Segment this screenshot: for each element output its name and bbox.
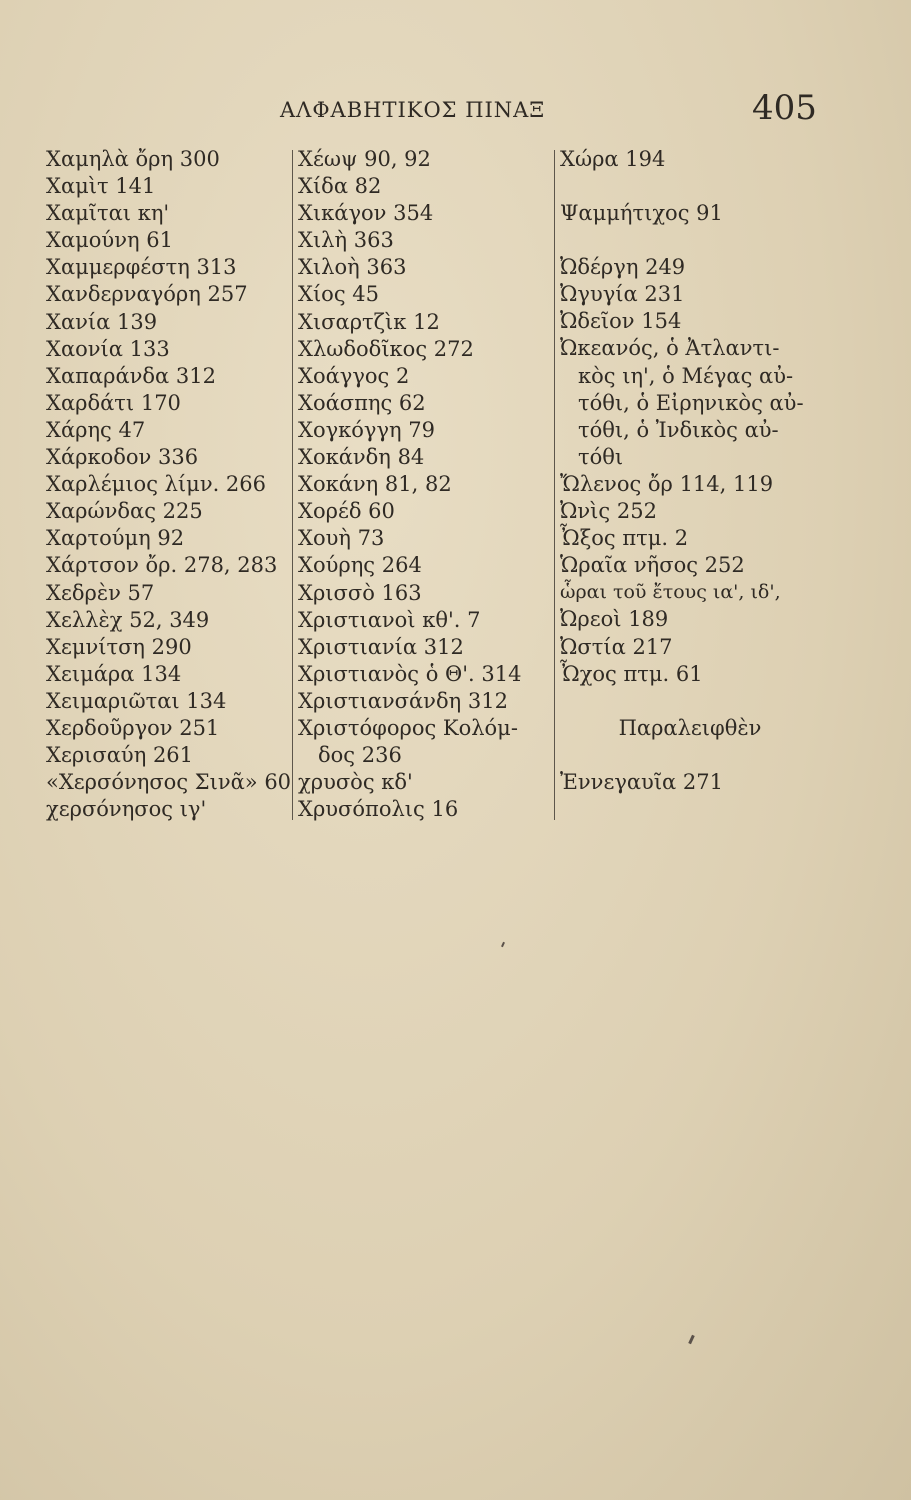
index-entry: Ὡραῖα νῆσος 252 (560, 553, 745, 578)
index-entry: Χλωδοδῖκος 272 (298, 336, 474, 361)
index-entry: Χαμμερφέστη 313 (46, 255, 237, 280)
index-entry: χερσόνησος ιγ' (46, 797, 207, 822)
index-entry: Χειμάρα 134 (46, 661, 182, 686)
index-entry: Χελλὲχ 52, 349 (46, 607, 210, 632)
ink-speck (688, 1335, 695, 1344)
index-entry: Ὤλενος ὄρ 114, 119 (560, 471, 774, 496)
index-entry: Χιλοὴ 363 (298, 255, 407, 280)
index-entry: Χούρης 264 (298, 553, 422, 578)
index-entry: Χερδοῦργον 251 (46, 715, 220, 740)
index-entry: Χάρτσον ὄρ. 278, 283 (46, 553, 278, 578)
section-heading: Παραλειφθὲν (618, 715, 762, 740)
index-entry: Χαρώνδας 225 (46, 499, 203, 524)
spacer (560, 173, 860, 200)
index-entry: Χισαρτζὶκ 12 (298, 309, 440, 334)
page-number: 405 (752, 88, 817, 128)
index-entry: τόθι, ὁ Εἰρηνικὸς αὐ- (578, 390, 804, 415)
index-entry: Χεμνίτση 290 (46, 634, 192, 659)
index-entry: Χαμὶτ 141 (46, 174, 156, 199)
page-header (0, 86, 911, 126)
index-entry: Χαμούνη 61 (46, 228, 173, 253)
index-entry: Χαρτούμη 92 (46, 526, 185, 551)
index-entry: Χριστιανσάνδη 312 (298, 688, 508, 713)
index-entry: Ὠρεοὶ 189 (560, 607, 669, 632)
spacer (560, 688, 860, 715)
index-entry: Χάρης 47 (46, 417, 146, 442)
index-entry: ὧραι τοῦ ἔτους ια', ιδ', (560, 581, 781, 604)
index-entry: Χριστιανία 312 (298, 634, 464, 659)
index-entry: Ὠστία 217 (560, 634, 673, 659)
index-entry: Χορέδ 60 (298, 499, 395, 524)
index-column-2 (298, 146, 556, 823)
index-entry: Ἐννεγαυῖα 271 (560, 769, 723, 794)
index-entry: χρυσὸς κδ' (298, 770, 413, 795)
index-entry: Χίδα 82 (298, 174, 382, 199)
index-entry: Χώρα 194 (560, 147, 666, 171)
index-entry: Χρυσόπολις 16 (298, 797, 459, 822)
index-entry: Χαμηλὰ ὄρη 300 (46, 147, 220, 171)
index-entry: Ὠκεανός, ὁ Ἀτλαντι- (560, 336, 780, 361)
index-entry: Χέωψ 90, 92 (298, 147, 431, 171)
index-entry: Χάρκοδον 336 (46, 445, 199, 470)
index-entry: τόθι, ὁ Ἰνδικὸς αὐ- (578, 417, 779, 442)
page-title: ΑΛΦΑΒΗΤΙΚΟΣ ΠΙΝΑΞ (280, 98, 546, 122)
index-entry: Ὠδεῖον 154 (560, 309, 682, 334)
index-entry: Χιλὴ 363 (298, 228, 394, 253)
index-entry: Χογκόγγη 79 (298, 417, 435, 442)
index-entry: κὸς ιη', ὁ Μέγας αὐ- (578, 363, 794, 388)
index-entry: Χειμαριῶται 134 (46, 688, 227, 713)
index-entry: «Χερσόνησος Σινᾶ» 60 (46, 770, 292, 795)
index-entry: Χανδερναγόρη 257 (46, 282, 248, 307)
index-entry: δος 236 (318, 743, 402, 768)
index-entry: Χαρλέμιος λίμν. 266 (46, 472, 267, 497)
index-entry: Χαρδάτι 170 (46, 390, 181, 415)
index-entry: Ψαμμήτιχος 91 (560, 201, 723, 226)
index-entry: Χρισσὸ 163 (298, 580, 422, 605)
spacer (560, 227, 860, 254)
index-entry: Χοάγγος 2 (298, 363, 410, 388)
index-column-3 (560, 146, 860, 796)
index-entry: Χριστόφορος Κολόμ- (298, 715, 518, 740)
index-entry: Χαονία 133 (46, 336, 170, 361)
index-entry: Χοάσπης 62 (298, 390, 426, 415)
index-entry: Χανία 139 (46, 309, 158, 334)
index-entry: Χαμῖται κη' (46, 201, 170, 226)
index-entry: τόθι (578, 444, 624, 469)
index-entry: Χοκάνη 81, 82 (298, 472, 452, 497)
index-entry: Χοκάνδη 84 (298, 445, 425, 470)
index-column-1 (46, 146, 296, 823)
index-entry: Χαπαράνδα 312 (46, 363, 216, 388)
spacer (560, 742, 860, 769)
index-entry: Ὦξος πτμ. 2 (560, 526, 689, 551)
index-entry: Χριστιανὸς ὁ Θ'. 314 (298, 661, 522, 686)
index-entry: Χικάγον 354 (298, 201, 434, 226)
index-entry: Ὠνὶς 252 (560, 499, 657, 524)
index-entry: Χουὴ 73 (298, 526, 385, 551)
index-entry: Χεδρὲν 57 (46, 580, 155, 605)
index-entry: Ὦχος πτμ. 61 (560, 661, 703, 686)
index-entry: Χριστιανοὶ κθ'. 7 (298, 607, 481, 632)
index-entry: Ὠγυγία 231 (560, 282, 685, 307)
index-entry: Ὠδέργη 249 (560, 255, 686, 280)
index-entry: Χίος 45 (298, 282, 379, 307)
index-entry: Χερισαύη 261 (46, 743, 194, 768)
ink-speck (501, 942, 505, 947)
